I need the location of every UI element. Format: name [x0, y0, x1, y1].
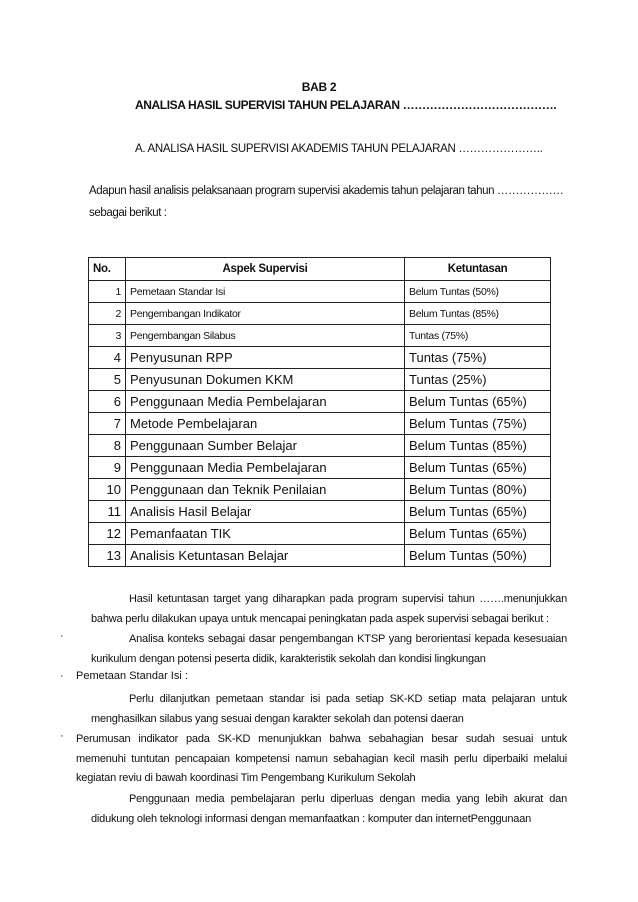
- header-aspek: Aspek Supervisi: [126, 258, 405, 281]
- row-ketuntasan: Belum Tuntas (85%): [405, 435, 551, 457]
- intro-paragraph: Adapun hasil analisis pelaksanaan program supervisi akademis tahun pelajaran tahun ……………… sebagai berikut :: [89, 185, 564, 219]
- table-row: [89, 391, 551, 413]
- row-aspek: Penggunaan Media Pembelajaran: [126, 391, 405, 413]
- table-row: [89, 281, 551, 303]
- row-no: 9: [89, 457, 126, 479]
- paragraph-pemetaan: Perlu dilanjutkan pemetaan standar isi pada setiap SK-KD setiap mata pelajaran untuk menghasilkan silabus yang sesuai dengan karakter sekolah dan potensi daeran: [91, 693, 567, 725]
- row-ketuntasan: Tuntas (25%): [405, 369, 551, 391]
- row-aspek: Penyusunan Dokumen KKM: [126, 369, 405, 391]
- paragraph-ketuntasan: Hasil ketuntasan target yang diharapkan pada program supervisi tahun …….menunjukkan bahwa perlu dilakukan upaya untuk mencapai peningkatan pada aspek supervisi sebagai berikut :: [91, 593, 567, 625]
- row-no: 12: [89, 523, 126, 545]
- row-no: 4: [89, 347, 126, 369]
- label-pemetaan: Pemetaan Standar Isi :: [76, 670, 188, 682]
- table-row: [89, 303, 551, 325]
- paragraph-perumusan: Perumusan indikator pada SK-KD menunjukkan bahwa sebahagian besar sudah sesuai untuk memenuhi tuntutan pencapaian kompetensi namun sebahagian kecil masih perlu diperbaiki melalui kegiatan reviu di bawah koordinasi Tim Pengembang Kurikulum Sekolah: [76, 733, 567, 784]
- row-no: 8: [89, 435, 126, 457]
- row-no: 2: [89, 303, 126, 325]
- row-aspek: Pengembangan Silabus: [126, 325, 405, 347]
- row-aspek: Penggunaan dan Teknik Penilaian: [126, 479, 405, 501]
- row-no: 11: [89, 501, 126, 523]
- header-no: No.: [89, 258, 126, 281]
- table-row: [89, 457, 551, 479]
- row-aspek: Metode Pembelajaran: [126, 413, 405, 435]
- chapter-label: BAB 2: [301, 80, 337, 94]
- bullet-mark: ·: [60, 670, 64, 682]
- row-no: 13: [89, 545, 126, 567]
- table-row: [89, 523, 551, 545]
- row-no: 3: [89, 325, 126, 347]
- row-ketuntasan: Tuntas (75%): [405, 325, 551, 347]
- row-no: 10: [89, 479, 126, 501]
- row-no: 6: [89, 391, 126, 413]
- table-row: [89, 369, 551, 391]
- table-row: [89, 413, 551, 435]
- table-row: [89, 501, 551, 523]
- row-aspek: Pemetaan Standar Isi: [126, 281, 405, 303]
- row-aspek: Analisis Hasil Belajar: [126, 501, 405, 523]
- table-row: [89, 545, 551, 567]
- row-aspek: Pemanfaatan TIK: [126, 523, 405, 545]
- paragraph-analisa-konteks: Analisa konteks sebagai dasar pengembangan KTSP yang berorientasi kepada kesesuaian kurikulum dengan potensi peserta didik, karakteristik sekolah dan kondisi lingkungan: [91, 633, 567, 665]
- row-ketuntasan: Belum Tuntas (50%): [405, 281, 551, 303]
- table-row: [89, 435, 551, 457]
- paragraph-media: Penggunaan media pembelajaran perlu diperluas dengan media yang lebih akurat dan didukung oleh teknologi informasi dengan memanfaatkan : komputer dan internetPenggunaan: [91, 793, 567, 825]
- row-no: 5: [89, 369, 126, 391]
- row-ketuntasan: Belum Tuntas (65%): [405, 391, 551, 413]
- row-no: 7: [89, 413, 126, 435]
- row-aspek: Penyusunan RPP: [126, 347, 405, 369]
- row-ketuntasan: Tuntas (75%): [405, 347, 551, 369]
- row-aspek: Pengembangan Indikator: [126, 303, 405, 325]
- table-row: [89, 479, 551, 501]
- row-ketuntasan: Belum Tuntas (85%): [405, 303, 551, 325]
- row-no: 1: [89, 281, 126, 303]
- row-ketuntasan: Belum Tuntas (80%): [405, 479, 551, 501]
- supervision-table: [88, 257, 551, 567]
- chapter-title: ANALISA HASIL SUPERVISI TAHUN PELAJARAN ………………………………….: [135, 98, 557, 112]
- row-aspek: Analisis Ketuntasan Belajar: [126, 545, 405, 567]
- table-row: [89, 347, 551, 369]
- table-row: [89, 325, 551, 347]
- table-header-row: [89, 258, 551, 281]
- row-aspek: Penggunaan Media Pembelajaran: [126, 457, 405, 479]
- row-ketuntasan: Belum Tuntas (65%): [405, 457, 551, 479]
- bullet-mark: ·: [60, 630, 64, 642]
- row-ketuntasan: Belum Tuntas (50%): [405, 545, 551, 567]
- row-aspek: Penggunaan Sumber Belajar: [126, 435, 405, 457]
- header-ketuntasan: Ketuntasan: [405, 258, 551, 281]
- bullet-mark: ·: [60, 730, 64, 742]
- section-a-heading: A. ANALISA HASIL SUPERVISI AKADEMIS TAHUN PELAJARAN …………………..: [135, 143, 543, 155]
- row-ketuntasan: Belum Tuntas (75%): [405, 413, 551, 435]
- row-ketuntasan: Belum Tuntas (65%): [405, 523, 551, 545]
- row-ketuntasan: Belum Tuntas (65%): [405, 501, 551, 523]
